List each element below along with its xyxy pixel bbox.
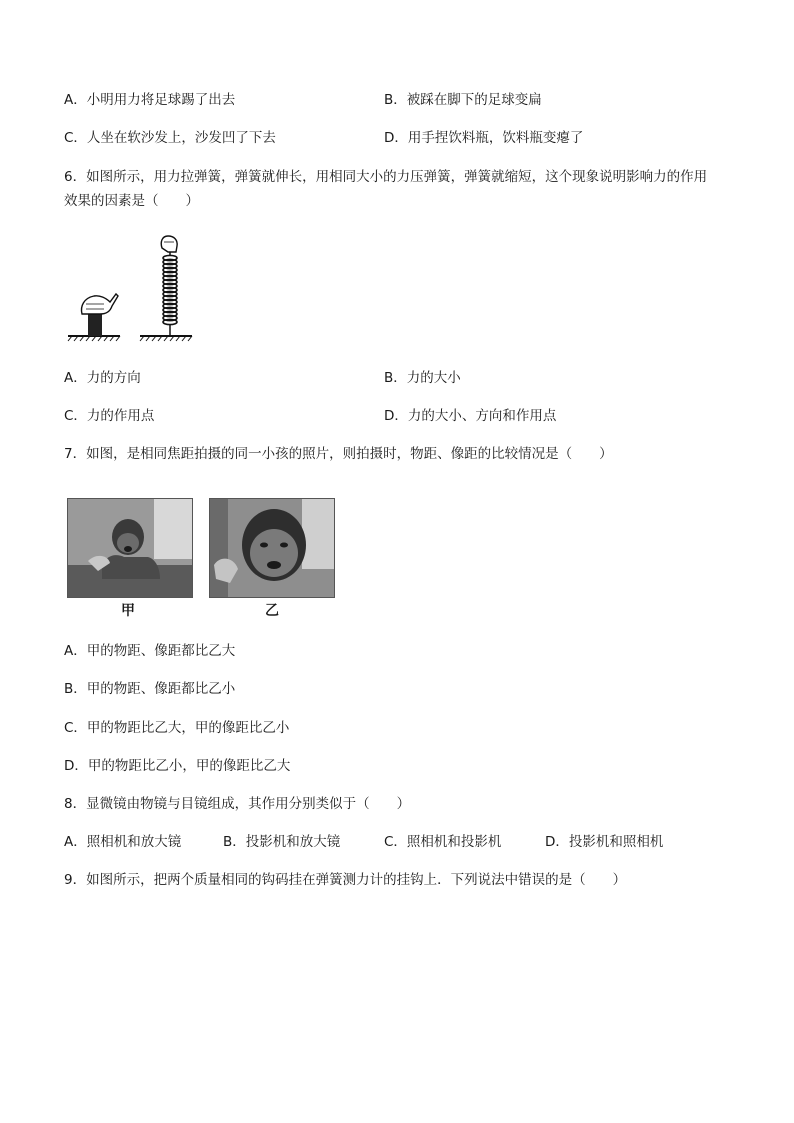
q6-stem-line1: 6．如图所示，用力拉弹簧，弹簧就伸长，用相同大小的力压弹簧，弹簧就缩短，这个现象说明影响力的作用 — [64, 169, 708, 185]
q6-option-b: B．力的大小 — [384, 370, 461, 386]
q7-option-c: C．甲的物距比乙大，甲的像距比乙小 — [64, 720, 290, 736]
q6-stem-line2: 效果的因素是（ ） — [64, 193, 199, 209]
q7-option-a: A．甲的物距、像距都比乙大 — [64, 643, 236, 659]
q6-option-c: C．力的作用点 — [64, 408, 155, 424]
caption-jia: 甲 — [121, 603, 135, 619]
q8-option-b: B．投影机和放大镜 — [223, 834, 341, 850]
q7-option-b: B．甲的物距、像距都比乙小 — [64, 681, 236, 697]
photo-yi — [209, 498, 335, 598]
q5-option-c: C．人坐在软沙发上，沙发凹了下去 — [64, 130, 276, 146]
q8-option-a: A．照相机和放大镜 — [64, 834, 182, 850]
q7-option-d: D．甲的物距比乙小，甲的像距比乙大 — [64, 758, 291, 774]
q5-option-d: D．用手捏饮料瓶，饮料瓶变瘪了 — [384, 130, 584, 146]
spring-figure — [64, 234, 204, 344]
q5-option-b: B．被踩在脚下的足球变扁 — [384, 92, 542, 108]
q8-option-d: D．投影机和照相机 — [545, 834, 664, 850]
caption-yi: 乙 — [265, 603, 279, 619]
q8-option-c: C．照相机和投影机 — [384, 834, 502, 850]
pull-spring-diagram — [140, 236, 192, 341]
q8-stem: 8．显微镜由物镜与目镜组成，其作用分别类似于（ ） — [64, 796, 411, 812]
photo-jia — [67, 498, 193, 598]
q6-option-d: D．力的大小、方向和作用点 — [384, 408, 557, 424]
q6-option-a: A．力的方向 — [64, 370, 141, 386]
q7-stem: 7．如图，是相同焦距拍摄的同一小孩的照片，则拍摄时，物距、像距的比较情况是（ ） — [64, 446, 613, 462]
q9-stem: 9．如图所示，把两个质量相同的钩码挂在弹簧测力计的挂钩上．下列说法中错误的是（ ） — [64, 872, 627, 888]
q5-option-a: A．小明用力将足球踢了出去 — [64, 92, 236, 108]
press-spring-diagram — [68, 294, 120, 341]
